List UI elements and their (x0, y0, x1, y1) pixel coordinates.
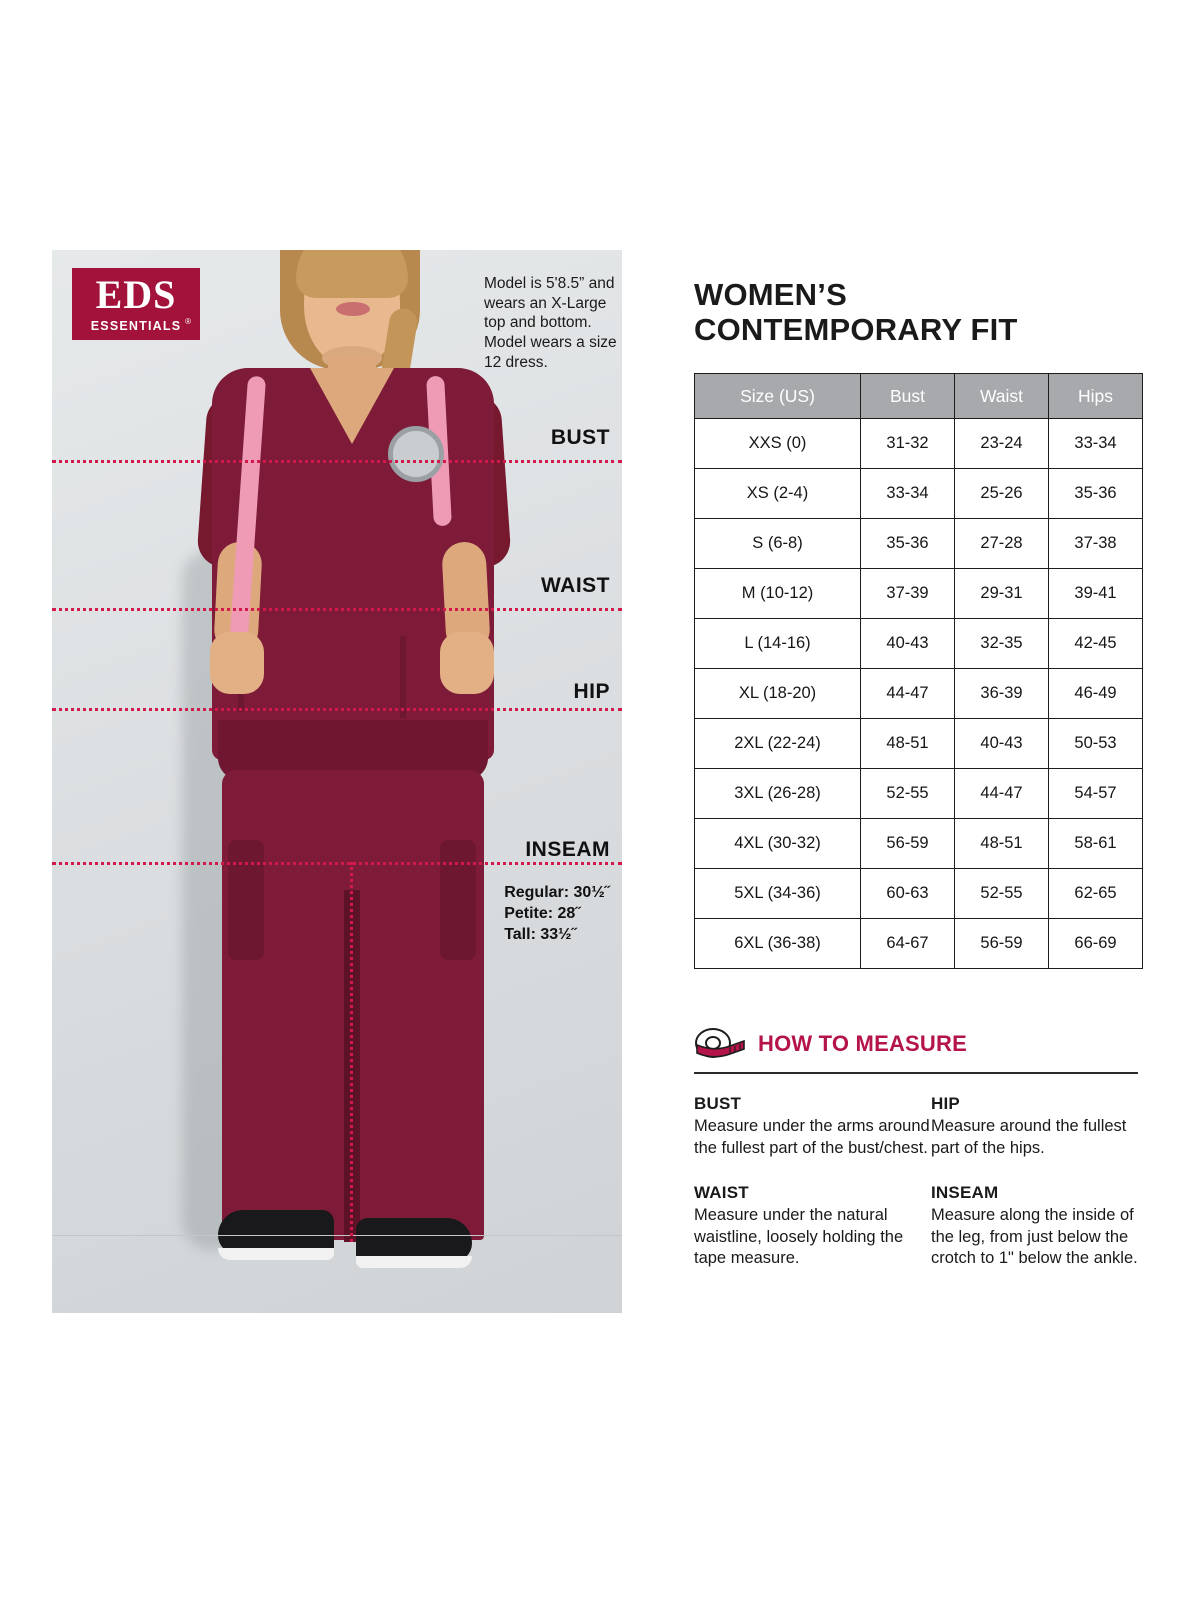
table-row (695, 669, 1143, 719)
model-photo-panel (52, 250, 622, 1313)
model-hair-top (296, 250, 408, 298)
cell-hips: 50-53 (1049, 719, 1143, 769)
scrub-pants-pocket-right (440, 840, 476, 960)
how-to-measure-title: HOW TO MEASURE (758, 1031, 967, 1057)
cell-waist: 36-39 (955, 669, 1049, 719)
cell-bust: 31-32 (861, 419, 955, 469)
bust-label: BUST (550, 426, 610, 449)
cell-waist: 52-55 (955, 869, 1049, 919)
cell-bust: 60-63 (861, 869, 955, 919)
measure-item-bust (694, 1094, 931, 1159)
cell-hips: 46-49 (1049, 669, 1143, 719)
table-row (695, 719, 1143, 769)
page-title (694, 278, 1138, 347)
cell-hips: 66-69 (1049, 919, 1143, 969)
cell-bust: 44-47 (861, 669, 955, 719)
cell-waist: 23-24 (955, 419, 1049, 469)
how-to-measure-items (694, 1094, 1138, 1269)
cell-size: 3XL (26-28) (695, 769, 861, 819)
waist-guide-line (52, 608, 622, 611)
inseam-label: INSEAM (525, 838, 610, 861)
logo-primary-text: EDS (95, 272, 177, 318)
cell-hips: 54-57 (1049, 769, 1143, 819)
measure-item-waist (694, 1183, 931, 1269)
measure-desc-waist: Measure under the natural waistline, loosely holding the tape measure. (694, 1206, 904, 1268)
cell-bust: 40-43 (861, 619, 955, 669)
table-row (695, 469, 1143, 519)
eds-essentials-logo (72, 268, 200, 340)
inseam-regular: Regular: 30½˝ (504, 884, 610, 901)
cell-waist: 48-51 (955, 819, 1049, 869)
cell-bust: 35-36 (861, 519, 955, 569)
cell-hips: 42-45 (1049, 619, 1143, 669)
measure-desc-bust: Measure under the arms around the fullest part of the bust/chest. (694, 1117, 930, 1157)
model-illustration (52, 250, 622, 1313)
model-info-note: Model is 5'8.5” and wears an X-Large top and bottom. Model wears a size 12 dress. (484, 275, 617, 371)
cell-size: S (6-8) (695, 519, 861, 569)
model-hand-left (210, 632, 264, 694)
cell-bust: 56-59 (861, 819, 955, 869)
size-chart-table-head (695, 374, 1143, 419)
model-lips (336, 302, 370, 316)
measure-term-bust: BUST (694, 1094, 742, 1114)
cell-bust: 64-67 (861, 919, 955, 969)
tape-measure-icon (694, 1027, 746, 1061)
cell-hips: 62-65 (1049, 869, 1143, 919)
measure-term-waist: WAIST (694, 1183, 749, 1203)
table-header-row (695, 374, 1143, 419)
studio-floor-line (52, 1235, 622, 1236)
logo-registered-mark: ® (185, 317, 191, 326)
table-row (695, 769, 1143, 819)
size-chart-panel (694, 278, 1138, 1270)
cell-hips: 58-61 (1049, 819, 1143, 869)
inseam-vertical-guide-line (350, 862, 353, 1242)
table-row (695, 569, 1143, 619)
how-to-measure-section (694, 1027, 1138, 1269)
column-header-size: Size (US) (695, 374, 861, 419)
column-header-waist: Waist (955, 374, 1049, 419)
cell-bust: 37-39 (861, 569, 955, 619)
how-to-measure-header (694, 1027, 1138, 1061)
table-row (695, 519, 1143, 569)
cell-bust: 52-55 (861, 769, 955, 819)
model-hand-right (440, 632, 494, 694)
table-row (695, 619, 1143, 669)
stethoscope-chestpiece-icon (388, 426, 444, 482)
cell-size: XL (18-20) (695, 669, 861, 719)
model-shoe-left-sole (218, 1248, 334, 1260)
size-chart-table (694, 373, 1143, 969)
bust-guide-line (52, 460, 622, 463)
cell-size: XXS (0) (695, 419, 861, 469)
column-header-bust: Bust (861, 374, 955, 419)
measure-desc-hip: Measure around the fullest part of the hips. (931, 1117, 1127, 1157)
cell-size: 6XL (36-38) (695, 919, 861, 969)
cell-waist: 40-43 (955, 719, 1049, 769)
cell-bust: 33-34 (861, 469, 955, 519)
cell-size: M (10-12) (695, 569, 861, 619)
waist-label: WAIST (541, 574, 610, 597)
measure-item-inseam (931, 1183, 1138, 1269)
table-row (695, 869, 1143, 919)
cell-bust: 48-51 (861, 719, 955, 769)
page-title-line-1: WOMEN’S (694, 277, 847, 312)
inseam-guide-line (52, 862, 622, 865)
cell-waist: 32-35 (955, 619, 1049, 669)
scrub-pants-pocket-left (228, 840, 264, 960)
measure-item-hip (931, 1094, 1138, 1159)
hip-guide-line (52, 708, 622, 711)
size-chart-table-body (695, 419, 1143, 969)
inseam-petite: Petite: 28˝ (504, 905, 581, 923)
table-row (695, 819, 1143, 869)
column-header-hips: Hips (1049, 374, 1143, 419)
cell-size: 2XL (22-24) (695, 719, 861, 769)
cell-size: 5XL (34-36) (695, 869, 861, 919)
measure-desc-inseam: Measure along the inside of the leg, from just below the crotch to 1" below the ankle. (931, 1206, 1138, 1268)
cell-hips: 37-38 (1049, 519, 1143, 569)
cell-waist: 29-31 (955, 569, 1049, 619)
model-shoe-right-sole (356, 1256, 472, 1268)
measure-term-hip: HIP (931, 1094, 960, 1114)
cell-hips: 39-41 (1049, 569, 1143, 619)
logo-secondary-text: ESSENTIALS (90, 319, 182, 334)
cell-size: L (14-16) (695, 619, 861, 669)
cell-size: XS (2-4) (695, 469, 861, 519)
measure-term-inseam: INSEAM (931, 1183, 999, 1203)
table-row (695, 919, 1143, 969)
hip-label: HIP (573, 680, 610, 703)
how-to-measure-divider (694, 1072, 1138, 1074)
cell-size: 4XL (30-32) (695, 819, 861, 869)
cell-waist: 25-26 (955, 469, 1049, 519)
cell-waist: 44-47 (955, 769, 1049, 819)
cell-waist: 27-28 (955, 519, 1049, 569)
page-title-line-2: CONTEMPORARY FIT (694, 311, 1018, 347)
scrub-top-pocket-right (400, 636, 406, 718)
inseam-tall: Tall: 33½˝ (504, 926, 577, 944)
cell-hips: 35-36 (1049, 469, 1143, 519)
cell-waist: 56-59 (955, 919, 1049, 969)
table-row (695, 419, 1143, 469)
cell-hips: 33-34 (1049, 419, 1143, 469)
inseam-lengths (504, 882, 610, 945)
